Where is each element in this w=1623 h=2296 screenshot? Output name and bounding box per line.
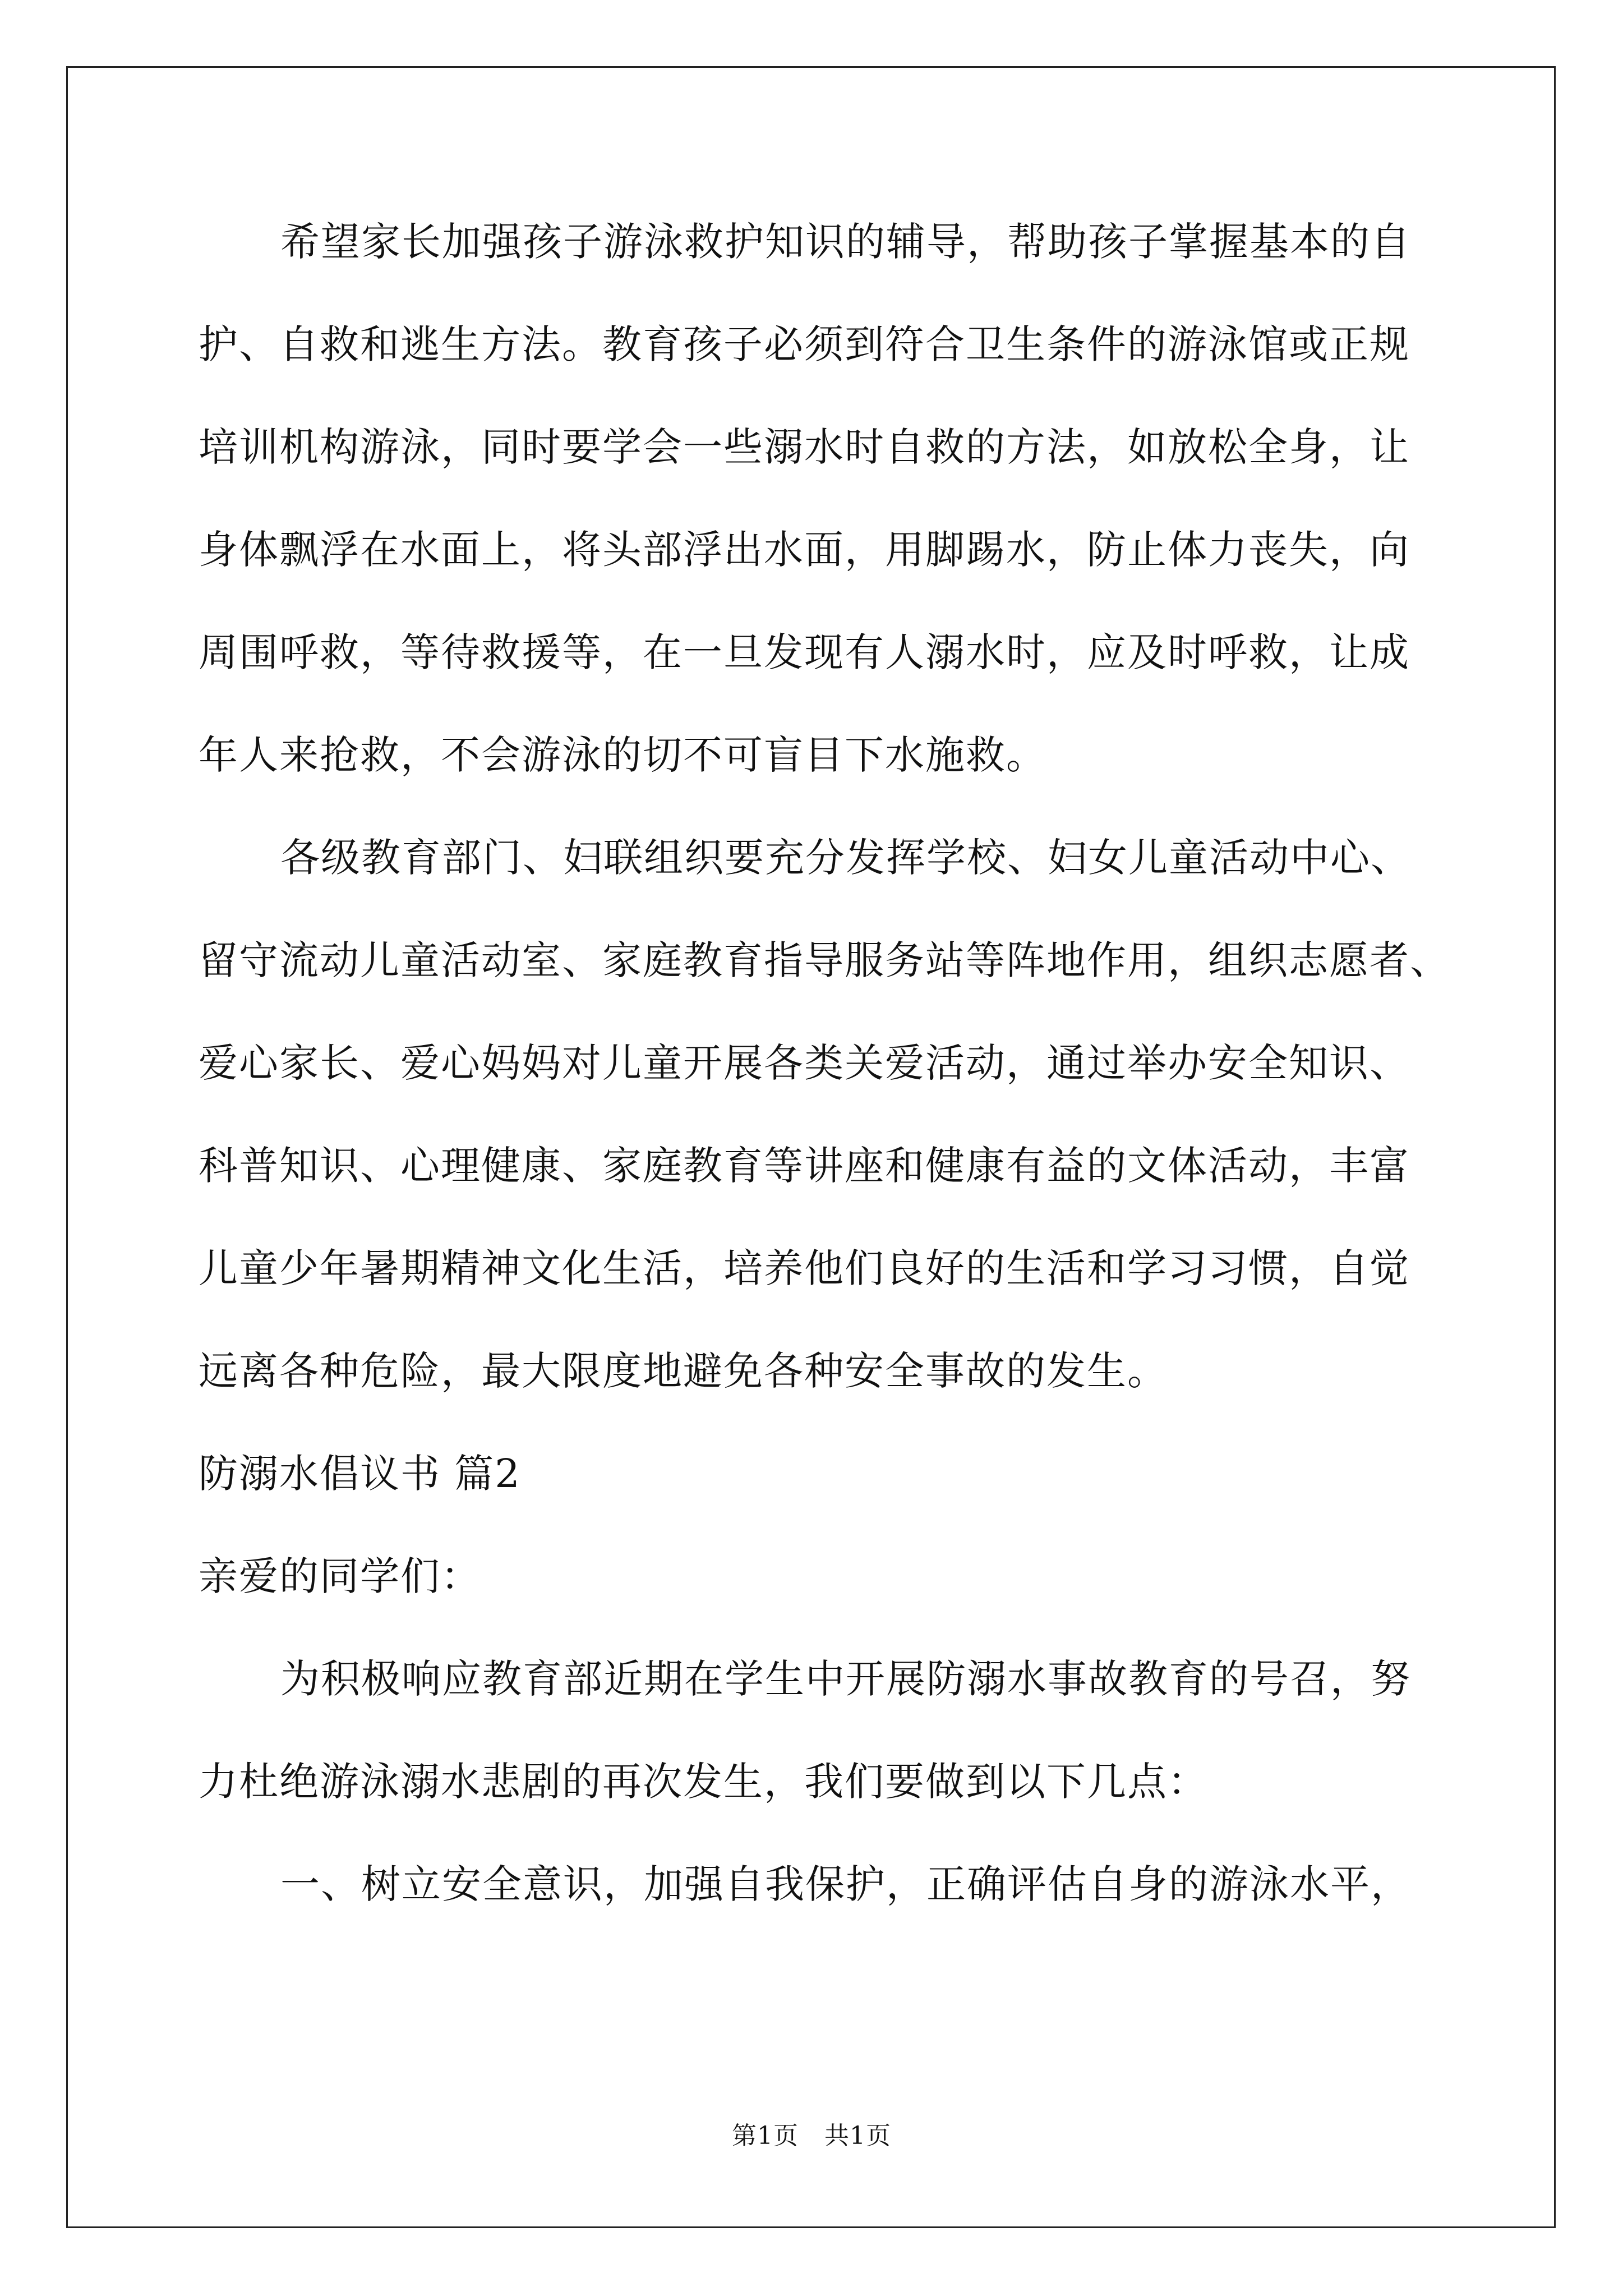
page-footer — [0, 2119, 1623, 2153]
paragraph-1-line-4: 身体飘浮在水面上，将头部浮出水面，用脚踢水，防止体力丧失，向 — [199, 527, 1410, 573]
paragraph-1-line-6: 年人来抢救，不会游泳的切不可盲目下水施救。 — [199, 732, 1046, 778]
paragraph-1-line-5: 周围呼救，等待救援等，在一旦发现有人溺水时，应及时呼救，让成 — [199, 629, 1410, 675]
paragraph-1-line-1: 希望家长加强孩子游泳救护知识的辅导，帮助孩子掌握基本的自 — [280, 219, 1411, 265]
paragraph-3-line-1: 为积极响应教育部近期在学生中开展防溺水事故教育的号召，努 — [280, 1656, 1411, 1702]
paragraph-2-line-1: 各级教育部门、妇联组织要充分发挥学校、妇女儿童活动中心、 — [280, 835, 1411, 881]
page-number: 第1页 — [732, 2122, 799, 2150]
paragraph-2-line-3: 爱心家长、爱心妈妈对儿童开展各类关爱活动，通过举办安全知识、 — [199, 1040, 1410, 1086]
paragraph-3-line-2: 力杜绝游泳溺水悲剧的再次发生，我们要做到以下几点： — [199, 1759, 1208, 1805]
paragraph-1-line-3: 培训机构游泳，同时要学会一些溺水时自救的方法，如放松全身，让 — [199, 424, 1410, 470]
total-pages: 共1页 — [824, 2122, 891, 2150]
paragraph-2-line-5: 儿童少年暑期精神文化生活，培养他们良好的生活和学习习惯，自觉 — [199, 1245, 1410, 1291]
section-title: 防溺水倡议书 篇2 — [199, 1451, 521, 1497]
paragraph-1-line-2: 护、自救和逃生方法。教育孩子必须到符合卫生条件的游泳馆或正规 — [199, 321, 1410, 367]
paragraph-2-line-6: 远离各种危险，最大限度地避免各种安全事故的发生。 — [199, 1348, 1168, 1394]
paragraph-2-line-2: 留守流动儿童活动室、家庭教育指导服务站等阵地作用，组织志愿者、 — [199, 937, 1450, 983]
paragraph-2-line-4: 科普知识、心理健康、家庭教育等讲座和健康有益的文体活动，丰富 — [199, 1143, 1410, 1189]
salutation: 亲爱的同学们： — [199, 1553, 481, 1599]
paragraph-4-line-1: 一、树立安全意识，加强自我保护，正确评估自身的游泳水平， — [280, 1861, 1411, 1907]
